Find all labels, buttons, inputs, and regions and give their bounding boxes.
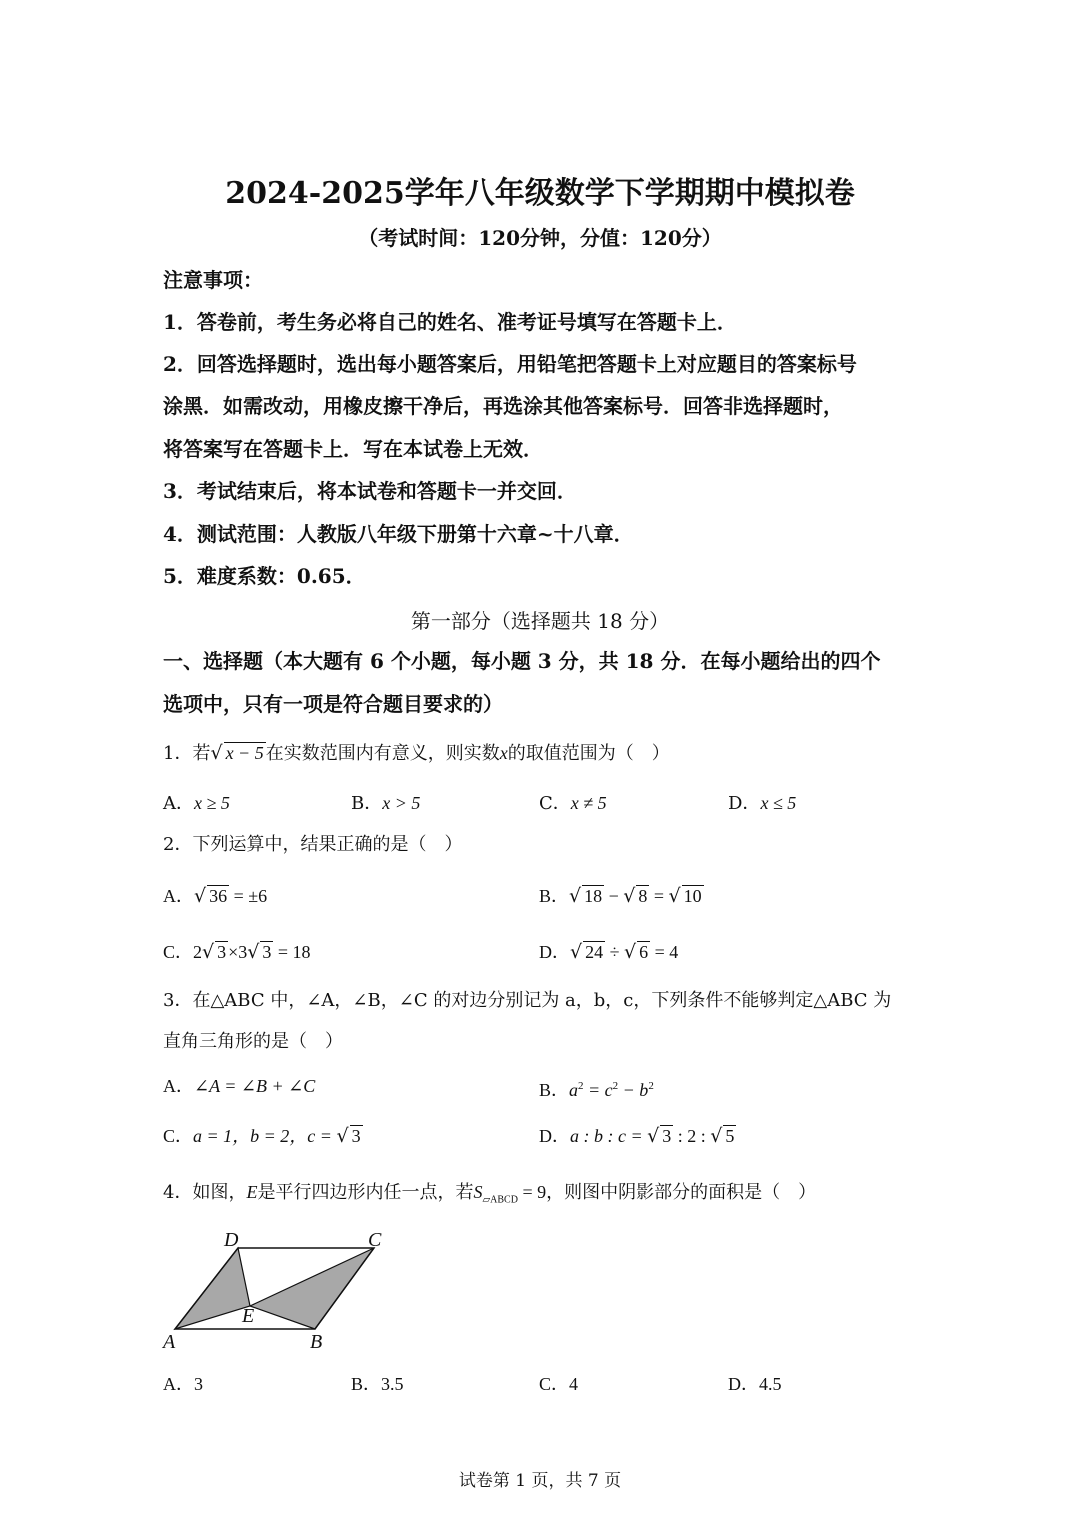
q2-option-c[interactable]: C．2√ 3 ×3√ 3 = 18 xyxy=(163,941,311,963)
note-item-2-line-1: 2．回答选择题时，选出每小题答案后，用铅笔把答题卡上对应题目的答案标号 xyxy=(163,352,857,376)
q4-option-a[interactable]: A．3 xyxy=(163,1374,203,1394)
exam-subtitle: （考试时间：120分钟，分值：120分） xyxy=(358,226,722,250)
q3-option-d[interactable]: D．a : b : c = √ 3 : 2 : √ 5 xyxy=(539,1125,735,1147)
shaded-triangle-bce xyxy=(250,1248,374,1329)
vertex-label-a: A xyxy=(163,1331,176,1353)
question-4-stem: 4．如图，E是平行四边形内任一点，若$S_{▱ABCD} = 9$，则图中阴影部分的面积是（ ） xyxy=(163,1182,817,1206)
q1-var: x xyxy=(499,743,508,763)
q1-option-b[interactable]: B．x > 5 xyxy=(351,793,421,814)
q1-option-d[interactable]: D．x ≤ 5 xyxy=(728,793,797,814)
q1-option-a[interactable]: A．x ≥ 5 xyxy=(163,793,230,814)
question-2-stem: 2．下列运算中，结果正确的是（ ） xyxy=(163,834,463,855)
note-item-4: 4．测试范围：人教版八年级下册第十六章~十八章． xyxy=(163,522,634,546)
section-heading-line-1: 一、选择题（本大题有 6 个小题，每小题 3 分，共 18 分．在每小题给出的四个 xyxy=(163,649,881,673)
note-item-5: 5．难度系数：0.65． xyxy=(163,564,366,588)
q4-option-b[interactable]: B．3.5 xyxy=(351,1374,404,1394)
vertex-label-e: E xyxy=(242,1305,255,1327)
q1-stem-end: 的取值范围为（ ） xyxy=(507,743,670,764)
q1-radicand: x − 5 xyxy=(225,743,264,763)
q2-option-b[interactable]: B．√ 18 − √ 8 = √ 10 xyxy=(539,885,702,907)
section-heading-line-2: 选项中，只有一项是符合题目要求的） xyxy=(163,692,503,716)
q3-option-b[interactable]: B．$a^2 = c^2 - b^2$ xyxy=(539,1080,654,1100)
q1-stem-after: 在实数范围内有意义，则实数 xyxy=(265,743,500,764)
vertex-label-d: D xyxy=(224,1229,239,1251)
vertex-label-b: B xyxy=(310,1331,323,1353)
q3-option-a[interactable]: A．∠A = ∠B + ∠C xyxy=(163,1076,316,1096)
q3-option-c[interactable]: C．a = 1，b = 2，c = √ 3 xyxy=(163,1125,361,1147)
q4-option-d[interactable]: D．4.5 xyxy=(728,1374,782,1394)
note-item-2-line-3: 将答案写在答题卡上．写在本试卷上无效． xyxy=(163,437,543,461)
vertex-label-c: C xyxy=(368,1229,382,1251)
q4-option-c[interactable]: C．4 xyxy=(539,1374,579,1394)
shaded-triangle-ade xyxy=(175,1248,250,1329)
part-title: 第一部分（选择题共 18 分） xyxy=(410,609,670,633)
q2-option-d[interactable]: D．√ 24 ÷ √ 6 = 4 xyxy=(539,941,679,963)
q1-stem-before: 1．若 xyxy=(163,743,211,764)
exam-title: 2024-2025学年八年级数学下学期期中模拟卷 xyxy=(225,176,855,211)
q2-option-a[interactable]: A．√ 36 = ±6 xyxy=(163,885,268,907)
q1-option-c[interactable]: C．x ≠ 5 xyxy=(539,793,607,814)
question-3-stem-line-2: 直角三角形的是（ ） xyxy=(163,1031,343,1052)
page-footer: 试卷第 1 页，共 7 页 xyxy=(458,1471,622,1491)
note-item-3: 3．考试结束后，将本试卷和答题卡一并交回． xyxy=(163,479,577,503)
question-1-stem xyxy=(163,739,670,768)
notes-heading: 注意事项： xyxy=(163,268,263,292)
parallelogram-figure xyxy=(160,1226,400,1356)
question-3-stem-line-1: 3．在△ABC 中，∠A，∠B，∠C 的对边分别记为 a，b，c，下列条件不能够判定△ABC 为 xyxy=(163,990,892,1011)
sqrt-icon: √ xyxy=(210,742,223,764)
note-item-2-line-2: 涂黑．如需改动，用橡皮擦干净后，再选涂其他答案标号．回答非选择题时， xyxy=(163,394,843,418)
note-item-1: 1．答卷前，考生务必将自己的姓名、准考证号填写在答题卡上． xyxy=(163,310,737,334)
